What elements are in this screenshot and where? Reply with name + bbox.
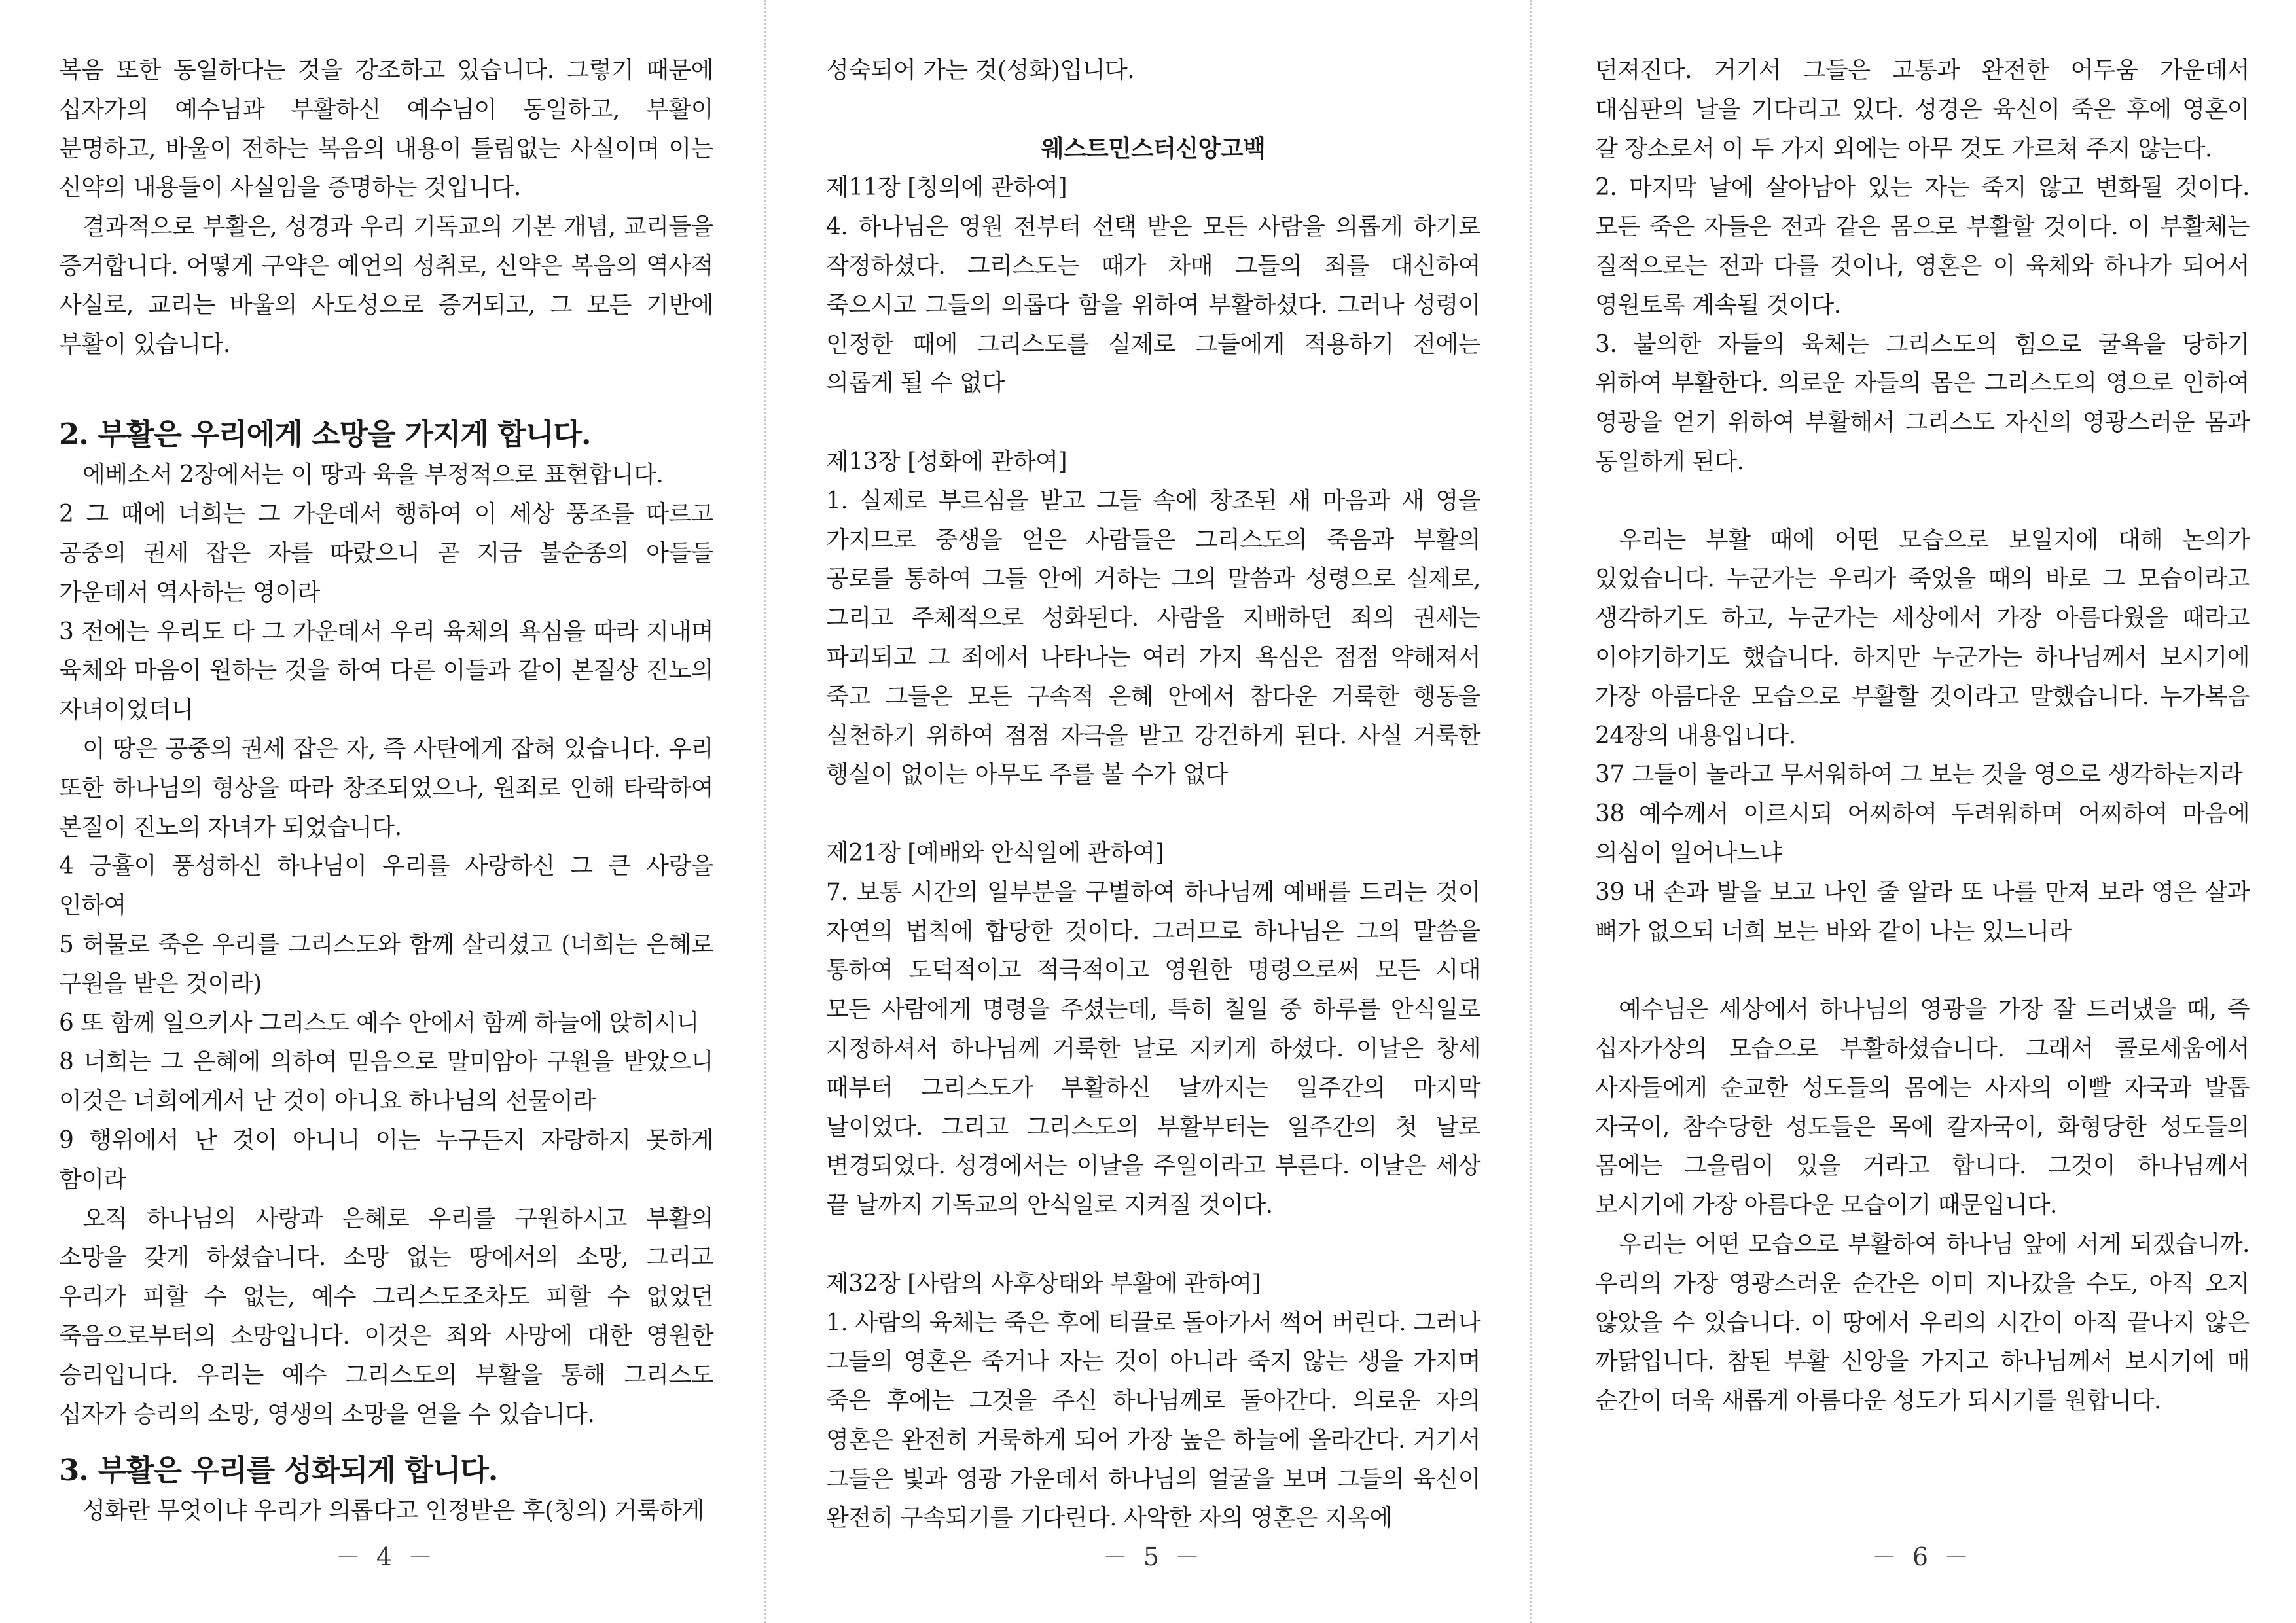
paragraph: 던져진다. 거기서 그들은 고통과 완전한 어두움 가운데서 대심판의 날을 기다리고 있다. 성경은 육신이 죽은 후에 영혼이 갈 장소로서 이 두 가지 외에는 아무 것도 가르쳐 주지 않는다. — [1595, 57, 2250, 162]
chapter-heading: 제11장 [칭의에 관하여] — [826, 174, 1067, 202]
scripture-verse: 9 행위에서 난 것이 아니니 이는 누구든지 자랑하지 못하게 함이라 — [59, 1126, 713, 1193]
page-divider — [764, 0, 766, 1623]
chapter-heading: 제13장 [성화에 관하여] — [826, 448, 1067, 475]
scripture-verse: 37 그들이 놀라고 무서워하여 그 보는 것을 영으로 생각하는지라 — [1595, 761, 2243, 789]
page-number: － 4 － — [335, 1543, 437, 1571]
chapter-heading: 제32장 [사람의 사후상태와 부활에 관하여] — [826, 1270, 1261, 1297]
page-5 — [826, 51, 1480, 1538]
paragraph: 2. 마지막 날에 살아남아 있는 자는 죽지 않고 변화될 것이다. 모든 죽은 자들은 전과 같은 몸으로 부활할 것이다. 이 부활체는 질적으로는 전과 다를 것이나, 영혼은 이 육체와 하나가 되어서 영원토록 계속될 것이다. — [1595, 174, 2250, 319]
paragraph: 결과적으로 부활은, 성경과 우리 기독교의 기본 개념, 교리들을 증거합니다. 어떻게 구약은 예언의 성취로, 신약은 복음의 역사적 사실로, 교리는 바울의 사도성으로 증거되고, 그 모든 기반에 부활이 있습니다. — [59, 213, 714, 358]
paragraph: 4. 하나님은 영원 전부터 선택 받은 모든 사람을 의롭게 하기로 작정하셨다. 그리스도는 때가 차매 그들의 죄를 대신하여 죽으시고 그들의 의롭다 함을 위하여 부활하셨다. 그러나 성령이 인정한 때에 그리스도를 실제로 그들에게 적용하기 전에는 의롭게 될 수 없다 — [826, 213, 1480, 397]
paragraph: 성화란 무엇이냐 우리가 의롭다고 인정받은 후(칭의) 거룩하게 — [82, 1497, 704, 1525]
scripture-verse: 38 예수께서 이르시되 어찌하여 두려워하며 어찌하여 마음에 의심이 일어나느냐 — [1595, 800, 2250, 866]
paragraph: 우리는 부활 때에 어떤 모습으로 보일지에 대해 논의가 있었습니다. 누군가는 우리가 죽었을 때의 바로 그 모습이라고 생각하기도 하고, 누군가는 세상에서 가장 아름다웠을 때라고 이야기하기도 했습니다. 하지만 누군가는 하나님께서 보시기에 가장 아름다운 모습으로 부활할 것이라고 말했습니다. 누가복음 24장의 내용입니다. — [1595, 526, 2250, 749]
paragraph: 에베소서 2장에서는 이 땅과 육을 부정적으로 표현합니다. — [82, 461, 664, 489]
section-heading: 3. 부활은 우리를 성화되게 합니다. — [59, 1453, 498, 1488]
page-divider — [1530, 0, 1532, 1623]
paragraph: 오직 하나님의 사랑과 은혜로 우리를 구원하시고 부활의 소망을 갖게 하셨습니다. 소망 없는 땅에서의 소망, 그리고 우리가 피할 수 없는, 예수 그리스도조차도 피할 수 없었던 죽음으로부터의 소망입니다. 이것은 죄와 사망에 대한 영원한 승리입니다. 우리는 예수 그리스도의 부활을 통해 그리스도 십자가 승리의 소망, 영생의 소망을 얻을 수 있습니다. — [59, 1205, 713, 1428]
scripture-verse: 5 허물로 죽은 우리를 그리스도와 함께 살리셨고 (너희는 은혜로 구원을 받은 것이라) — [59, 931, 713, 997]
scripture-verse: 6 또 함께 일으키사 그리스도 예수 안에서 함께 하늘에 앉히시니 — [59, 1009, 699, 1037]
paragraph: 우리는 어떤 모습으로 부활하여 하나님 앞에 서게 되겠습니까. 우리의 가장 영광스러운 순간은 이미 지나갔을 수도, 아직 오지 않았을 수 있습니다. 이 땅에서 우리의 시간이 아직 끝나지 않은 까닭입니다. 참된 부활 신앙을 가지고 하나님께서 보시기에 매 순간이 더욱 새롭게 아름다운 성도가 되시기를 원합니다. — [1595, 1230, 2250, 1415]
paragraph: 성숙되어 가는 것(성화)입니다. — [826, 57, 1135, 84]
scripture-verse: 3 전에는 우리도 다 그 가운데서 우리 육체의 욕심을 따라 지내며 육체와 마음이 원하는 것을 하여 다른 이들과 같이 본질상 진노의 자녀이었더니 — [59, 618, 713, 724]
page-6 — [1595, 51, 2250, 1421]
paragraph: 복음 또한 동일하다는 것을 강조하고 있습니다. 그렇기 때문에 십자가의 예수님과 부활하신 예수님이 동일하고, 부활이 분명하고, 바울이 전하는 복음의 내용이 틀림없는 사실이며 이는 신약의 내용들이 사실임을 증명하는 것입니다. — [59, 57, 713, 202]
page-number: － 6 － — [1871, 1543, 1973, 1571]
confession-title: 웨스트민스터신앙고백 — [1041, 134, 1266, 162]
paragraph: 1. 사람의 육체는 죽은 후에 티끌로 돌아가서 썩어 버린다. 그러나 그들의 영혼은 죽거나 자는 것이 아니라 죽지 않는 생을 가지며 죽은 후에는 그것을 주신 하나님께로 돌아간다. 의로운 자의 영혼은 완전히 거룩하게 되어 가장 높은 하늘에 올라간다. 거기서 그들은 빛과 영광 가운데서 하나님의 얼굴을 보며 그들의 육신이 완전히 구속되기를 기다린다. 사악한 자의 영혼은 지옥에 — [826, 1309, 1481, 1532]
scripture-verse: 4 긍휼이 풍성하신 하나님이 우리를 사랑하신 그 큰 사랑을 인하여 — [59, 853, 713, 919]
page-number: － 5 － — [1102, 1543, 1204, 1571]
paragraph: 1. 실제로 부르심을 받고 그들 속에 창조된 새 마음과 새 영을 가지므로 중생을 얻은 사람들은 그리스도의 죽음과 부활의 공로를 통하여 그들 안에 거하는 그의 말씀과 성령으로 실제로, 그리고 주체적으로 성화된다. 사람을 지배하던 죄의 권세는 파괴되고 그 죄에서 나타나는 여러 가지 욕심은 점점 약해져서 죽고 그들은 모든 구속적 은혜 안에서 참다운 거룩한 행동을 실천하기 위하여 점점 자극을 받고 강건하게 된다. 사실 거룩한 행실이 없이는 아무도 주를 볼 수가 없다 — [826, 487, 1480, 789]
chapter-heading: 제21장 [예배와 안식일에 관하여] — [826, 839, 1164, 866]
scripture-verse: 2 그 때에 너희는 그 가운데서 행하여 이 세상 풍조를 따르고 공중의 권세 잡은 자를 따랐으니 곧 지금 불순종의 아들들 가운데서 역사하는 영이라 — [59, 501, 713, 606]
scripture-verse: 39 내 손과 발을 보고 나인 줄 알라 또 나를 만져 보라 영은 살과 뼈가 없으되 너희 보는 바와 같이 나는 있느니라 — [1595, 878, 2250, 945]
paragraph: 예수님은 세상에서 하나님의 영광을 가장 잘 드러냈을 때, 즉 십자가상의 모습으로 부활하셨습니다. 그래서 콜로세움에서 사자들에게 순교한 성도들의 몸에는 사자의 이빨 자국과 발톱 자국이, 참수당한 성도들은 목에 칼자국이, 화형당한 성도들의 몸에는 그을림이 있을 거라고 합니다. 그것이 하나님께서 보시기에 가장 아름다운 모습이기 때문입니다. — [1595, 996, 2250, 1219]
paragraph: 7. 보통 시간의 일부분을 구별하여 하나님께 예배를 드리는 것이 자연의 법칙에 합당한 것이다. 그러므로 하나님은 그의 말씀을 통하여 도덕적이고 적극적이고 영원한 명령으로써 모든 시대 모든 사람에게 명령을 주셨는데, 특히 칠일 중 하루를 안식일로 지정하셔서 하나님께 거룩한 날로 지키게 하셨다. 이날은 창세 때부터 그리스도가 부활하신 날까지는 일주간의 마지막 날이었다. 그리고 그리스도의 부활부터는 일주간의 첫 날로 변경되었다. 성경에서는 이날을 주일이라고 부른다. 이날은 세상 끝 날까지 기독교의 안식일로 지켜질 것이다. — [826, 878, 1480, 1219]
scripture-verse: 8 너희는 그 은혜에 의하여 믿음으로 말미암아 구원을 받았으니 이것은 너희에게서 난 것이 아니요 하나님의 선물이라 — [59, 1048, 713, 1115]
page-4 — [59, 51, 713, 1531]
paragraph: 이 땅은 공중의 권세 잡은 자, 즉 사탄에게 잡혀 있습니다. 우리 또한 하나님의 형상을 따라 창조되었으나, 원죄로 인해 타락하여 본질이 진노의 자녀가 되었습니다. — [59, 735, 713, 841]
section-heading: 2. 부활은 우리에게 소망을 가지게 합니다. — [59, 417, 591, 452]
paragraph: 3. 불의한 자들의 육체는 그리스도의 힘으로 굴욕을 당하기 위하여 부활한다. 의로운 자들의 몸은 그리스도의 영으로 인하여 영광을 얻기 위하여 부활해서 그리스도 자신의 영광스러운 몸과 동일하게 된다. — [1595, 330, 2250, 475]
